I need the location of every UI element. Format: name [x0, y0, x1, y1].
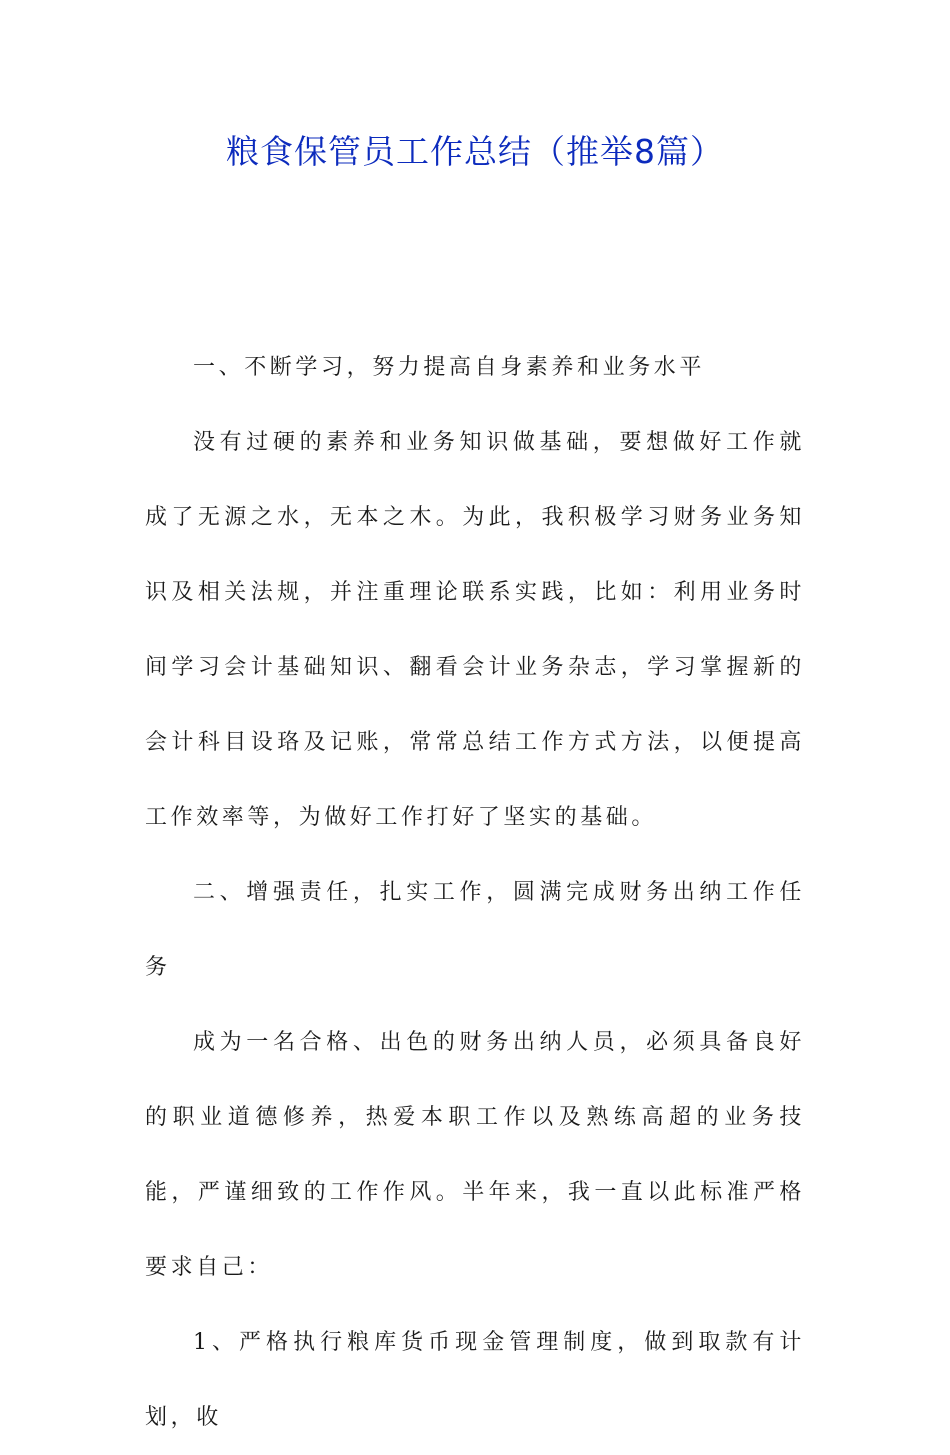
body-paragraph-2: 成为一名合格、出色的财务出纳人员，必须具备良好的职业道德修养，热爱本职工作以及熟练高超的业务技能，严谨细致的工作作风。半年来，我一直以此标准严格要求自己： [145, 1030, 805, 1280]
document-title: 粮食保管员工作总结（推举8篇） [226, 132, 724, 171]
section-heading-2: 二、增强责任，扎实工作，圆满完成财务出纳工作任务 [145, 880, 805, 980]
list-item-1: 1、严格执行粮库货币现金管理制度，做到取款有计划，收 [145, 1330, 805, 1430]
document-body [145, 330, 805, 1455]
body-paragraph-1: 没有过硬的素养和业务知识做基础，要想做好工作就成了无源之水，无本之木。为此，我积极学习财务业务知识及相关法规，并注重理论联系实践，比如：利用业务时间学习会计基础知识、翻看会计业务杂志，学习掌握新的会计科目设珞及记账，常常总结工作方式方法，以便提高工作效率等，为做好工作打好了坚实的基础。 [145, 430, 805, 830]
section-heading-1: 一、不断学习，努力提高自身素养和业务水平 [193, 355, 706, 380]
